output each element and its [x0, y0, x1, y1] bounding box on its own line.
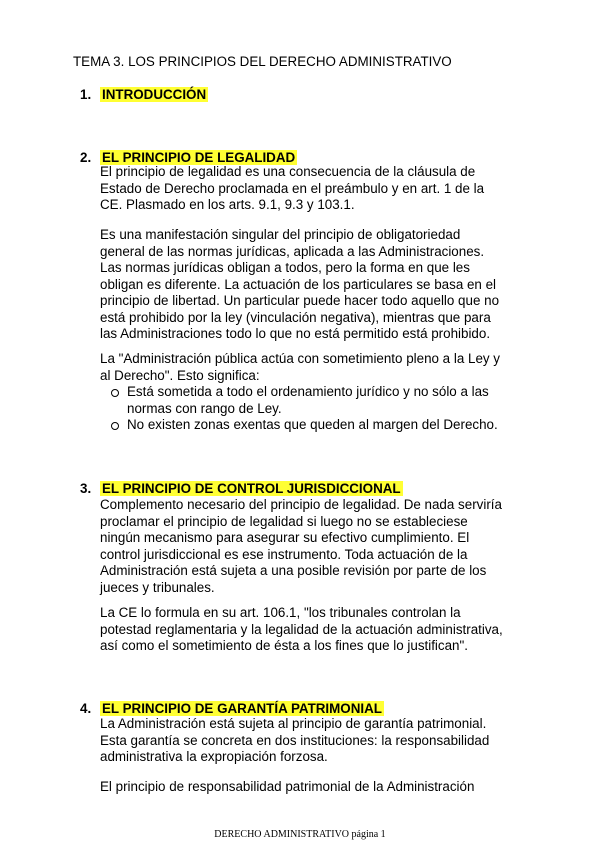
text-line: proclamar el principio de legalidad si luego no se estableciese	[100, 513, 468, 529]
text-line: Administración está sujeta a una posible revisión por parte de los	[100, 563, 487, 578]
text-line: así como el sometimiento de ésta a los fines que lo justifican".	[100, 638, 468, 653]
text-line: está prohibido por la ley (vinculación negativa), mientras que para	[100, 309, 491, 325]
section-number: 1.	[80, 87, 92, 102]
circle-bullet-icon	[111, 422, 119, 430]
page-footer: DERECHO ADMINISTRATIVO página 1	[214, 829, 386, 840]
circle-bullet-icon	[111, 389, 119, 397]
section-number: 2.	[80, 150, 92, 165]
highlighted-heading-text: EL PRINCIPIO DE GARANTÍA PATRIMONIAL	[102, 701, 382, 716]
section-2-bullet-list	[111, 384, 498, 434]
highlighted-heading-text: EL PRINCIPIO DE LEGALIDAD	[102, 150, 296, 165]
section-4-heading	[80, 701, 384, 717]
section-2-paragraph-1	[100, 164, 540, 214]
text-line: Complemento necesario del principio de legalidad. De nada serviría	[100, 497, 502, 512]
section-2-paragraph-2	[100, 227, 540, 343]
text-line: Las normas jurídicas obligan a todos, pero la forma en que les	[100, 260, 470, 275]
text-line: control jurisdiccional es ese instrumento. Toda actuación de la	[100, 546, 468, 562]
section-4-paragraph-1	[100, 716, 540, 766]
text-line: La Administración está sujeta al principio de garantía patrimonial.	[100, 716, 487, 731]
text-line: ningún mecanismo para asegurar su efectivo cumplimiento. El	[100, 530, 470, 545]
text-line: CE. Plasmado en los arts. 9.1, 9.3 y 103.1.	[100, 197, 355, 212]
text-line: normas con rango de Ley.	[127, 400, 282, 416]
text-line: No existen zonas exentas que queden al margen del Derecho.	[127, 417, 498, 432]
text-line: al Derecho". Esto significa:	[100, 367, 260, 383]
highlighted-heading-text: INTRODUCCIÓN	[102, 87, 207, 102]
text-line: Está sometida a todo el ordenamiento jurídico y no sólo a las	[127, 384, 489, 399]
text-line: obligan es diferente. La actuación de los particulares se basa en el	[100, 276, 497, 292]
document-title: TEMA 3. LOS PRINCIPIOS DEL DERECHO ADMINISTRATIVO	[73, 54, 452, 69]
section-4-paragraph-2	[100, 779, 540, 796]
highlighted-heading-text: EL PRINCIPIO DE CONTROL JURISDICCIONAL	[102, 481, 401, 496]
section-2-paragraph-3	[100, 351, 540, 384]
text-line: administrativa la expropiación forzosa.	[100, 749, 328, 764]
text-line: Estado de Derecho proclamada en el preámbulo y en art. 1 de la	[100, 180, 485, 196]
text-line: La "Administración pública actúa con sometimiento pleno a la Ley y	[100, 351, 500, 366]
text-line: El principio de responsabilidad patrimonial de la Administración	[100, 779, 475, 794]
section-3-paragraph-2	[100, 605, 540, 655]
list-item	[111, 384, 498, 417]
text-line: general de las normas jurídicas, aplicada a las Administraciones.	[100, 243, 485, 259]
text-line: principio de libertad. Un particular puede hacer todo aquello que no	[100, 293, 500, 308]
text-line: las Administraciones todo lo que no está permitido está prohibido.	[100, 326, 491, 341]
list-item	[111, 417, 498, 434]
section-number: 4.	[80, 701, 92, 716]
text-line: La CE lo formula en su art. 106.1, "los tribunales controlan la	[100, 605, 461, 620]
section-number: 3.	[80, 481, 92, 496]
text-line: Esta garantía se concreta en dos instituciones: la responsabilidad	[100, 732, 490, 748]
section-1-heading	[80, 87, 208, 103]
section-3-paragraph-1	[100, 497, 540, 596]
text-line: Es una manifestación singular del principio de obligatoriedad	[100, 227, 461, 242]
text-line: jueces y tribunales.	[100, 579, 215, 595]
text-line: El principio de legalidad es una consecuencia de la cláusula de	[100, 164, 476, 179]
text-line: potestad reglamentaria y la legalidad de la actuación administrativa,	[100, 621, 503, 637]
section-3-heading	[80, 481, 403, 497]
